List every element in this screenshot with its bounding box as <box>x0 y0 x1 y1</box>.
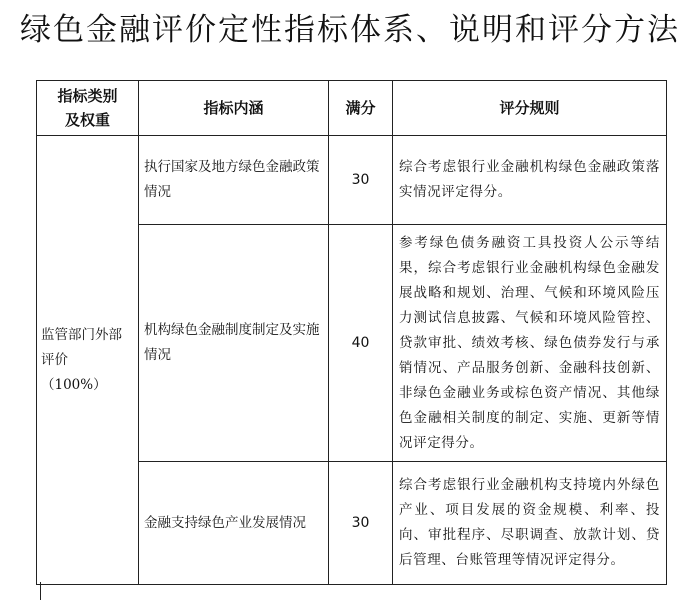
full-score-value: 30 <box>329 462 393 585</box>
scoring-rule: 参考绿色债务融资工具投资人公示等结果，综合考虑银行业金融机构绿色金融发展战略和规划、治理、气候和环境风险压力测试信息披露、气候和环境风险管控、贷款审批、绩效考核、绿色债券发行与承销情况、产品服务创新、金融科技创新、非绿色金融业务或棕色资产情况、其他绿色金融相关制度的制定、实施、更新等情况评定得分。 <box>393 225 667 462</box>
table-continuation-line <box>40 582 41 600</box>
header-category-line1: 指标类别 <box>57 87 118 105</box>
full-score-value: 40 <box>329 225 393 462</box>
header-row <box>37 81 667 136</box>
table-row <box>37 136 667 225</box>
category-line3: （100%） <box>41 376 107 393</box>
indicator-content: 金融支持绿色产业发展情况 <box>139 462 329 585</box>
category-line1: 监管部门外部 <box>41 326 122 343</box>
category-cell <box>37 136 139 585</box>
indicator-table <box>36 80 667 585</box>
header-category <box>37 81 139 136</box>
header-category-line2: 及权重 <box>64 111 110 129</box>
page-title: 绿色金融评价定性指标体系、说明和评分方法 <box>20 12 680 48</box>
header-full-score: 满分 <box>329 81 393 136</box>
category-line2: 评价 <box>41 351 68 368</box>
scoring-rule: 综合考虑银行业金融机构绿色金融政策落实情况评定得分。 <box>393 136 667 225</box>
scoring-rule: 综合考虑银行业金融机构支持境内外绿色产业、项目发展的资金规模、利率、投向、审批程序、尽职调查、放款计划、贷后管理、台账管理等情况评定得分。 <box>393 462 667 585</box>
indicator-content: 执行国家及地方绿色金融政策情况 <box>139 136 329 225</box>
indicator-content: 机构绿色金融制度制定及实施情况 <box>139 225 329 462</box>
full-score-value: 30 <box>329 136 393 225</box>
header-content: 指标内涵 <box>139 81 329 136</box>
header-rules: 评分规则 <box>393 81 667 136</box>
